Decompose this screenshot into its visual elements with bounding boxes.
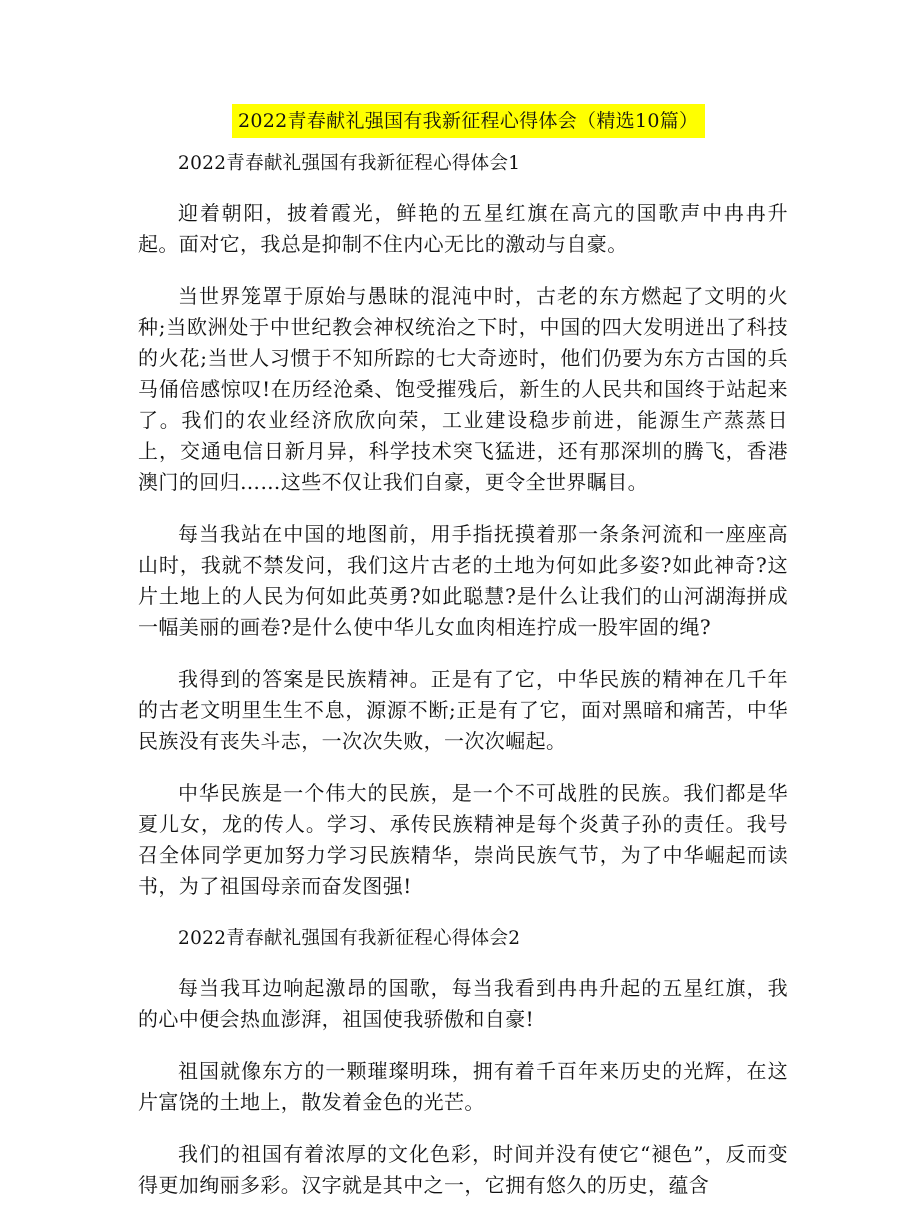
paragraph: 每当我耳边响起激昂的国歌，每当我看到冉冉升起的五星红旗，我的心中便会热血澎湃，祖国使我骄傲和自豪!: [138, 976, 788, 1031]
document-title: 2022青春献礼强国有我新征程心得体会（精选10篇）: [232, 104, 705, 138]
paragraph: 我得到的答案是民族精神。正是有了它，中华民族的精神在几千年的古老文明里生生不息，源源不断;正是有了它，面对黑暗和痛苦，中华民族没有丧失斗志，一次次失败，一次次崛起。: [138, 667, 788, 753]
section-2-heading: 2022青春献礼强国有我新征程心得体会2: [178, 928, 521, 949]
paragraph: 祖国就像东方的一颗璀璨明珠，拥有着千百年来历史的光辉，在这片富饶的土地上，散发着金色的光芒。: [138, 1059, 788, 1114]
paragraph: 当世界笼罩于原始与愚昧的混沌中时，古老的东方燃起了文明的火种;当欧洲处于中世纪教会神权统治之下时，中国的四大发明迸出了科技的火花;当世人习惯于不知所踪的七大奇迹时，他们仍要为东方古国的兵马俑倍感惊叹!在历经沧桑、饱受摧残后，新生的人民共和国终于站起来了。我们的农业经济欣欣向荣，工业建设稳步前进，能源生产蒸蒸日上，交通电信日新月异，科学技术突飞猛进，还有那深圳的腾飞，香港澳门的回归……这些不仅让我们自豪，更令全世界瞩目。: [138, 284, 788, 494]
paragraph: 迎着朝阳，披着霞光，鲜艳的五星红旗在高亢的国歌声中冉冉升起。面对它，我总是抑制不住内心无比的激动与自豪。: [138, 201, 788, 256]
paragraph: 中华民族是一个伟大的民族，是一个不可战胜的民族。我们都是华夏儿女，龙的传人。学习、承传民族精神是每个炎黄子孙的责任。我号召全体同学更加努力学习民族精华，崇尚民族气节，为了中华崛起而读书，为了祖国母亲而奋发图强!: [138, 781, 788, 898]
paragraph: 我们的祖国有着浓厚的文化色彩，时间并没有使它“褪色”，反而变得更加绚丽多彩。汉字就是其中之一，它拥有悠久的历史，蕴含: [138, 1142, 788, 1197]
paragraph: 每当我站在中国的地图前，用手指抚摸着那一条条河流和一座座高山时，我就不禁发问，我们这片古老的土地为何如此多姿?如此神奇?这片土地上的人民为何如此英勇?如此聪慧?是什么让我们的山河湖海拼成一幅美丽的画卷?是什么使中华儿女血肉相连拧成一股牢固的绳?: [138, 522, 788, 639]
section-1-heading: 2022青春献礼强国有我新征程心得体会1: [178, 153, 521, 174]
document-body: [138, 148, 788, 1222]
